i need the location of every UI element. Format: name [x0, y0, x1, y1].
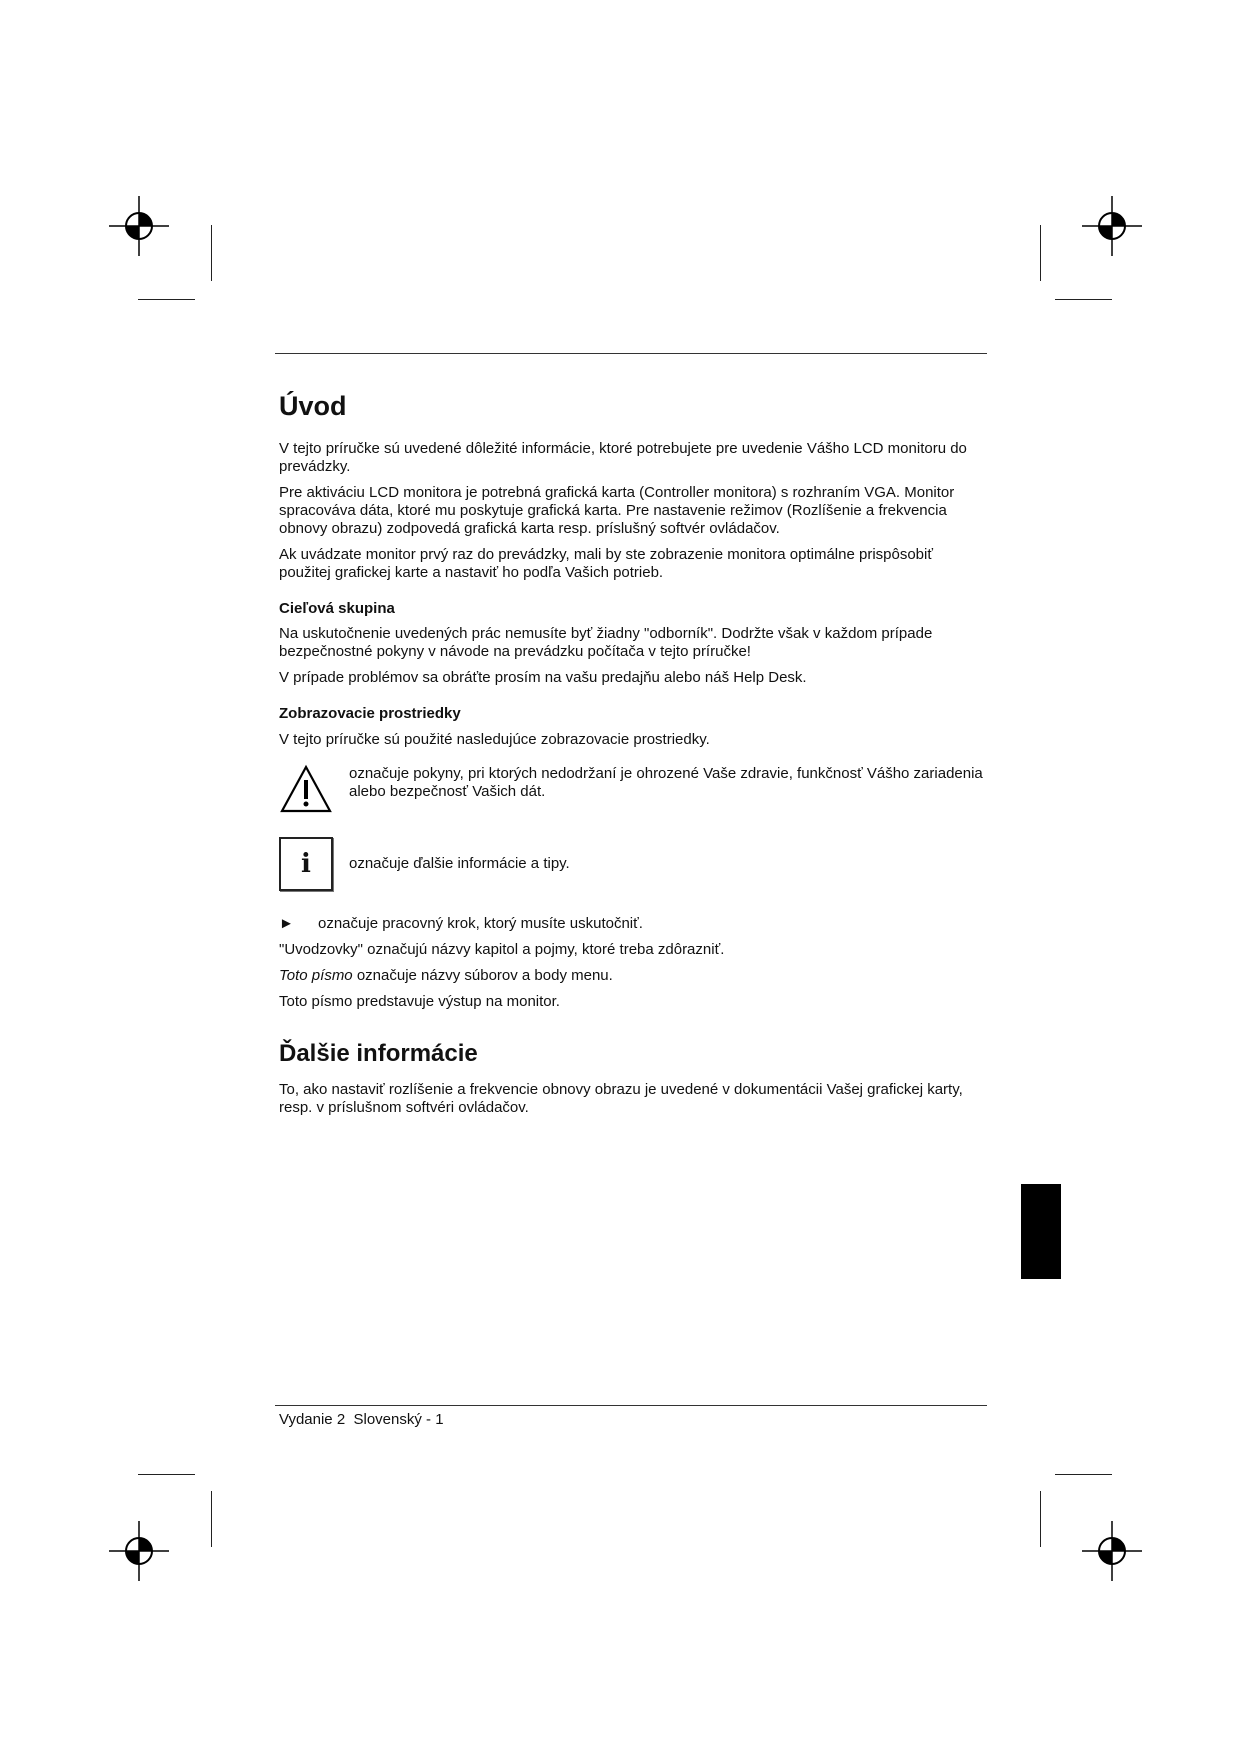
step-line — [279, 915, 984, 933]
section-heading-further-info: Ďalšie informácie — [279, 1039, 478, 1067]
intro-paragraph: Ak uvádzate monitor prvý raz do prevádzky, mali by ste zobrazenie monitora optimálne prispôsobiť použitej grafickej karte a nastaviť ho podľa Vašich potrieb. — [279, 545, 933, 581]
italic-sample: Toto písmo — [279, 966, 353, 984]
registration-mark-icon — [109, 1521, 169, 1581]
header-rule — [275, 353, 987, 354]
footer-rule — [275, 1405, 987, 1406]
section-heading-display-means: Zobrazovacie prostriedky — [279, 705, 461, 723]
target-group-paragraph: V prípade problémov sa obráťte prosím na vašu predajňu alebo náš Help Desk. — [279, 669, 807, 687]
crop-line — [1040, 225, 1041, 281]
target-group-paragraph: Na uskutočnenie uvedených prác nemusíte byť žiadny "odborník". Dodržte však v každom prípade bezpečnostné pokyny v návode na prevádzku počítača v tejto príručke! — [279, 625, 933, 661]
crop-line — [1040, 1491, 1041, 1547]
crop-line — [138, 1474, 195, 1475]
crop-line — [1055, 299, 1112, 300]
section-heading-target-group: Cieľová skupina — [279, 599, 395, 617]
registration-mark-icon — [1082, 196, 1142, 256]
further-info-paragraph: To, ako nastaviť rozlíšenie a frekvencie obnovy obrazu je uvedené v dokumentácii Vašej grafickej karty, resp. v príslušnom softvéri ovládačov. — [279, 1080, 963, 1116]
registration-mark-icon — [109, 196, 169, 256]
crop-line — [138, 299, 195, 300]
italic-explanation — [279, 967, 984, 985]
warning-text: označuje pokyny, pri ktorých nedodržaní je ohrozené Vaše zdravie, funkčnosť Vášho zariadenia alebo bezpečnosť Vašich dát. — [349, 764, 983, 800]
display-means-intro: V tejto príručke sú použité nasledujúce zobrazovacie prostriedky. — [279, 730, 710, 748]
step-text: označuje pracovný krok, ktorý musíte uskutočniť. — [318, 914, 643, 932]
registration-mark-icon — [1082, 1521, 1142, 1581]
language-tab-marker — [1021, 1184, 1061, 1279]
page-content — [279, 390, 984, 1117]
crop-line — [1055, 1474, 1112, 1475]
info-text: označuje ďalšie informácie a tipy. — [349, 854, 570, 872]
quotes-explanation: "Uvodzovky" označujú názvy kapitol a pojmy, ktoré treba zdôrazniť. — [279, 940, 725, 958]
crop-line — [211, 225, 212, 281]
info-glyph: i — [301, 848, 311, 879]
info-notice — [279, 837, 984, 891]
monitor-output-explanation: Toto písmo predstavuje výstup na monitor. — [279, 992, 560, 1010]
crop-line — [211, 1491, 212, 1547]
page-title: Úvod — [279, 391, 347, 421]
step-arrow-icon: ► — [279, 914, 294, 932]
info-icon — [279, 837, 333, 891]
warning-triangle-icon — [279, 763, 333, 817]
page-footer: Vydanie 2 Slovenský - 1 — [279, 1411, 444, 1428]
intro-paragraph: V tejto príručke sú uvedené dôležité informácie, ktoré potrebujete pre uvedenie Vášho LCD monitoru do prevádzky. — [279, 439, 967, 475]
warning-notice — [279, 763, 984, 817]
intro-paragraph: Pre aktiváciu LCD monitora je potrebná grafická karta (Controller monitora) s rozhraním VGA. Monitor spracováva dáta, ktoré mu poskytuje grafická karta. Pre nastavenie režimov (Rozlíšenie a frekvencia obnovy obrazu) zodpovedá grafická karta resp. príslušný softvér ovládačov. — [279, 483, 955, 537]
italic-rest: označuje názvy súborov a body menu. — [352, 966, 613, 984]
